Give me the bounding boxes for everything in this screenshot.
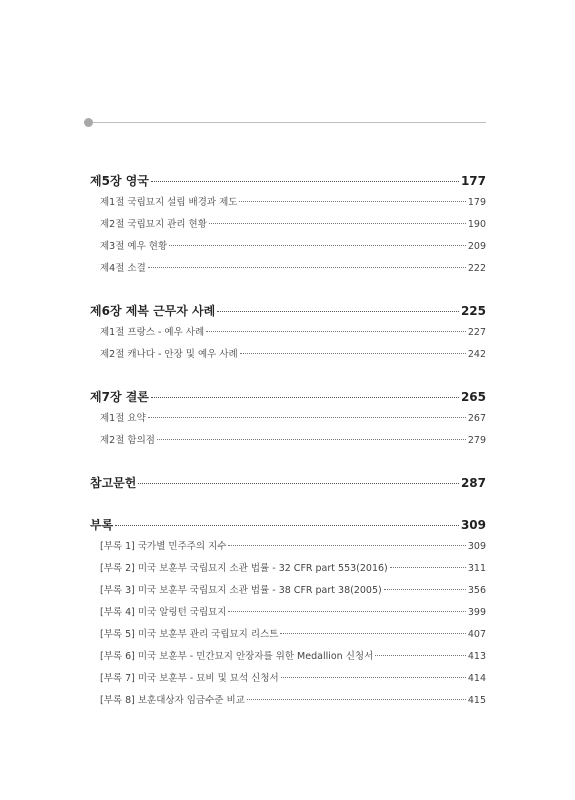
entry-title: 제4절 소결 (100, 263, 146, 274)
toc-entry[interactable] (90, 536, 486, 558)
entry-title: 제1절 국립묘지 설립 배경과 제도 (100, 197, 238, 208)
toc-appendix[interactable] (90, 514, 486, 536)
dot-leader (169, 245, 466, 246)
toc-entry[interactable] (90, 624, 486, 646)
toc-entry[interactable] (90, 602, 486, 624)
dot-leader (148, 267, 466, 268)
entry-title: 제1절 요약 (100, 413, 146, 424)
entry-title: 제3절 예우 현황 (100, 241, 168, 252)
chapter-title: 제5장 영국 (90, 174, 149, 188)
entry-title: 제1절 프랑스 - 예우 사례 (100, 327, 205, 338)
dot-leader (151, 397, 459, 398)
chapter-title: 제7장 결론 (90, 390, 149, 404)
toc-entry[interactable] (90, 690, 486, 712)
page-number: 227 (467, 327, 486, 338)
entry-title: 제2절 함의점 (100, 435, 155, 446)
entry-title: [부록 8] 보훈대상자 임금수준 비교 (100, 695, 245, 706)
dot-leader (384, 589, 466, 590)
dot-leader (228, 611, 465, 612)
dot-leader (138, 483, 459, 484)
toc-entry[interactable] (90, 192, 486, 214)
section-gap (90, 494, 486, 514)
toc-entry[interactable] (90, 646, 486, 668)
toc-entry[interactable] (90, 258, 486, 280)
page-number: 222 (467, 263, 486, 274)
toc-entry[interactable] (90, 430, 486, 452)
page-number: 413 (467, 651, 486, 662)
entry-title: [부록 7] 미국 보훈부 - 묘비 및 묘석 신청서 (100, 673, 279, 684)
page-number: 225 (460, 304, 486, 318)
dot-leader (157, 439, 466, 440)
page-number: 209 (467, 241, 486, 252)
entry-title: [부록 1] 국가별 민주주의 지수 (100, 541, 227, 552)
dot-leader (375, 655, 466, 656)
page-number: 279 (467, 435, 486, 446)
page-number: 415 (467, 695, 486, 706)
dot-leader (239, 201, 465, 202)
dot-leader (148, 417, 466, 418)
toc-entry[interactable] (90, 408, 486, 430)
page-number: 242 (467, 349, 486, 360)
page-number: 179 (467, 197, 486, 208)
dot-leader (217, 311, 459, 312)
dot-leader (228, 545, 465, 546)
dot-leader (390, 567, 466, 568)
page-number: 414 (467, 673, 486, 684)
page-number: 265 (460, 390, 486, 404)
header-bullet-dot (84, 118, 93, 127)
entry-title: 제2절 캐나다 - 안장 및 예우 사례 (100, 349, 238, 360)
entry-title: [부록 4] 미국 알링턴 국립묘지 (100, 607, 227, 618)
chapter-title: 부록 (90, 518, 114, 532)
dot-leader (115, 525, 459, 526)
dot-leader (151, 181, 459, 182)
page-number: 309 (460, 518, 486, 532)
page-number: 399 (467, 607, 486, 618)
toc-chapter-5[interactable] (90, 170, 486, 192)
toc-references[interactable] (90, 472, 486, 494)
chapter-title: 제6장 제복 근무자 사례 (90, 304, 216, 318)
header-rule (88, 122, 486, 123)
entry-title: [부록 2] 미국 보훈부 국립묘지 소관 법률 - 32 CFR part 553(2016) (100, 563, 388, 574)
page-number: 356 (467, 585, 486, 596)
entry-title: [부록 3] 미국 보훈부 국립묘지 소관 법률 - 38 CFR part 38(2005) (100, 585, 382, 596)
toc-entry[interactable] (90, 580, 486, 602)
section-gap (90, 366, 486, 386)
toc-chapter-6[interactable] (90, 300, 486, 322)
dot-leader (240, 353, 466, 354)
entry-title: [부록 6] 미국 보훈부 - 민간묘지 안장자를 위한 Medallion 신청서 (100, 651, 374, 662)
section-gap (90, 452, 486, 472)
page-number: 177 (460, 174, 486, 188)
toc-entry[interactable] (90, 214, 486, 236)
dot-leader (206, 331, 466, 332)
section-gap (90, 280, 486, 300)
toc-entry[interactable] (90, 322, 486, 344)
dot-leader (209, 223, 466, 224)
toc-entry[interactable] (90, 558, 486, 580)
dot-leader (280, 633, 465, 634)
entry-title: 제2절 국립묘지 관리 현황 (100, 219, 207, 230)
toc-entry[interactable] (90, 344, 486, 366)
page-number: 190 (467, 219, 486, 230)
chapter-title: 참고문헌 (90, 476, 137, 490)
dot-leader (281, 677, 466, 678)
page-number: 309 (467, 541, 486, 552)
table-of-contents (90, 170, 486, 712)
toc-entry[interactable] (90, 668, 486, 690)
dot-leader (247, 699, 466, 700)
page-number: 267 (467, 413, 486, 424)
page-number: 407 (467, 629, 486, 640)
entry-title: [부록 5] 미국 보훈부 관리 국립묘지 리스트 (100, 629, 279, 640)
page-number: 311 (467, 563, 486, 574)
page-number: 287 (460, 476, 486, 490)
toc-entry[interactable] (90, 236, 486, 258)
toc-chapter-7[interactable] (90, 386, 486, 408)
